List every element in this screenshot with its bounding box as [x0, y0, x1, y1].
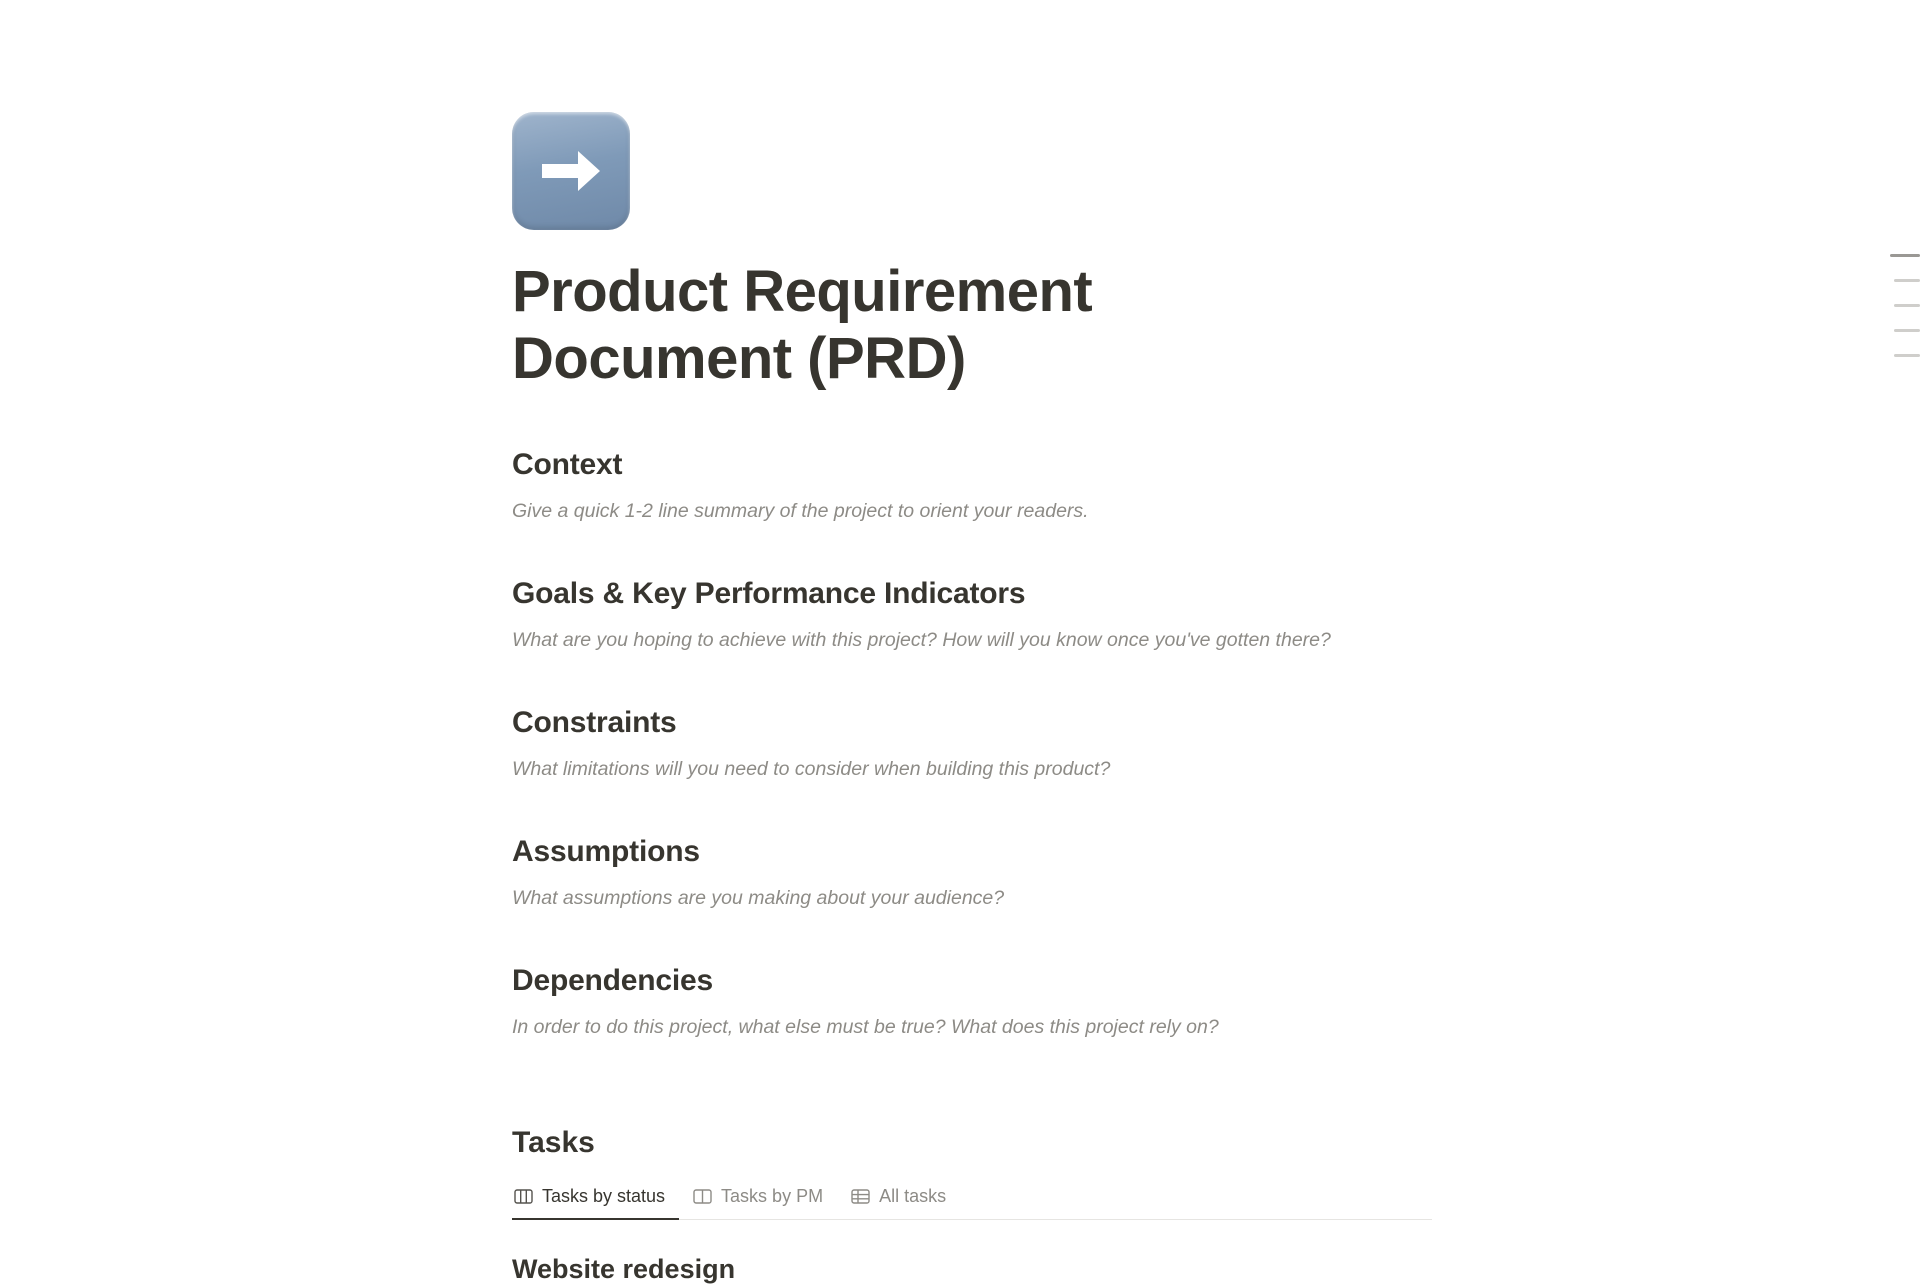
board-group-title: Website redesign [512, 1253, 736, 1284]
tab-tasks-by-pm[interactable] [679, 1180, 837, 1219]
section-hint-dependencies: In order to do this project, what else must be true? What does this project rely on? [512, 1016, 1219, 1039]
tasks-view-tabs [512, 1180, 1432, 1220]
gallery-view-icon [693, 1188, 712, 1205]
tasks-heading: Tasks [512, 1125, 595, 1159]
tab-all-tasks[interactable] [837, 1180, 960, 1219]
section-heading-context: Context [512, 447, 623, 481]
section-heading-assumptions: Assumptions [512, 835, 700, 869]
outline-mark[interactable] [1894, 304, 1920, 307]
section-hint-assumptions: What assumptions are you making about your audience? [512, 887, 1005, 910]
section-heading-dependencies: Dependencies [512, 964, 714, 998]
right-arrow-emoji-icon[interactable] [512, 112, 630, 230]
tab-label: Tasks by PM [721, 1185, 824, 1206]
outline-mark[interactable] [1894, 354, 1920, 357]
table-view-icon [851, 1188, 870, 1205]
page-title: Product Requirement Document (PRD) [512, 259, 1093, 392]
outline-mark[interactable] [1894, 329, 1920, 332]
section-heading-goals-kpis: Goals & Key Performance Indicators [512, 576, 1026, 610]
section-hint-context: Give a quick 1-2 line summary of the project to orient your readers. [512, 499, 1089, 522]
tab-label: All tasks [879, 1185, 947, 1206]
page-outline-indicator[interactable] [1886, 254, 1920, 357]
section-heading-constraints: Constraints [512, 705, 677, 739]
section-hint-goals-kpis: What are you hoping to achieve with this project? How will you know once you've gotten there? [512, 628, 1331, 651]
tab-label: Tasks by status [542, 1185, 666, 1206]
tab-tasks-by-status[interactable] [512, 1180, 679, 1219]
section-hint-constraints: What limitations will you need to consider when building this product? [512, 757, 1111, 780]
board-view-icon [514, 1188, 533, 1205]
outline-mark[interactable] [1890, 254, 1920, 257]
document-content [512, 0, 1432, 1284]
outline-mark[interactable] [1894, 279, 1920, 282]
